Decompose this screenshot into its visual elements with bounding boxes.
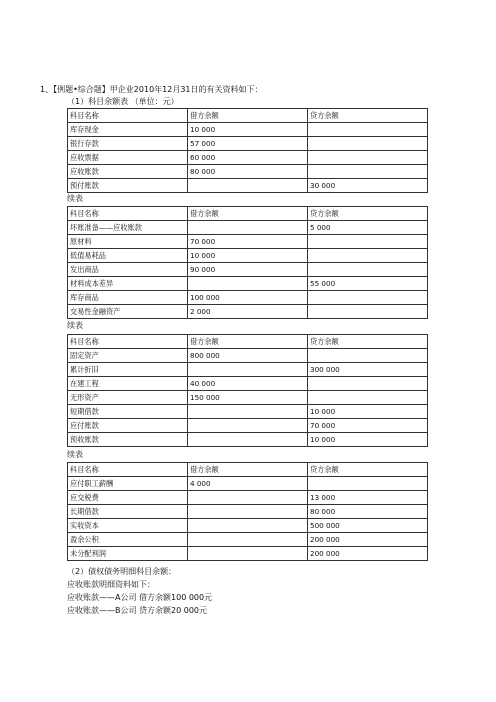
table-row bbox=[68, 547, 428, 561]
debit-cell bbox=[188, 533, 308, 547]
account-cell: 交易性金融资产 bbox=[68, 305, 188, 319]
question-heading: 1、【例题•综合题】甲企业2010年12月31日的有关资料如下： bbox=[40, 85, 263, 94]
table-row bbox=[68, 263, 428, 277]
table-row bbox=[68, 477, 428, 491]
credit-cell: 200 000 bbox=[308, 533, 428, 547]
table-row bbox=[68, 277, 428, 291]
account-cell: 低值易耗品 bbox=[68, 249, 188, 263]
table-row bbox=[68, 137, 428, 151]
table-row bbox=[68, 405, 428, 419]
credit-cell bbox=[308, 291, 428, 305]
debit-cell bbox=[188, 277, 308, 291]
table-header-row bbox=[68, 463, 428, 477]
debit-cell bbox=[188, 405, 308, 419]
table-row bbox=[68, 179, 428, 193]
credit-cell: 70 000 bbox=[308, 419, 428, 433]
credit-cell bbox=[308, 391, 428, 405]
account-cell: 库存商品 bbox=[68, 291, 188, 305]
debit-cell bbox=[188, 505, 308, 519]
debit-cell: 4 000 bbox=[188, 477, 308, 491]
account-cell: 固定资产 bbox=[68, 349, 188, 363]
continued-label: 续表 bbox=[67, 194, 83, 203]
table-row bbox=[68, 151, 428, 165]
account-cell: 短期借款 bbox=[68, 405, 188, 419]
account-cell: 实收资本 bbox=[68, 519, 188, 533]
table-header-row bbox=[68, 207, 428, 221]
table-row bbox=[68, 291, 428, 305]
detail-line: 应收账款——B公司 贷方余额20 000元 bbox=[67, 606, 208, 615]
debit-cell: 80 000 bbox=[188, 165, 308, 179]
account-cell: 预收账款 bbox=[68, 433, 188, 447]
section-2-heading: （2）债权债务明细科目余额： bbox=[67, 567, 177, 576]
credit-cell: 10 000 bbox=[308, 405, 428, 419]
account-cell: 银行存款 bbox=[68, 137, 188, 151]
credit-cell bbox=[308, 151, 428, 165]
credit-cell bbox=[308, 123, 428, 137]
debit-cell bbox=[188, 519, 308, 533]
table-row bbox=[68, 349, 428, 363]
detail-line: 应收账款——A公司 借方余额100 000元 bbox=[67, 593, 213, 602]
header-credit: 贷方余额 bbox=[308, 207, 428, 221]
table-row bbox=[68, 305, 428, 319]
credit-cell: 5 000 bbox=[308, 221, 428, 235]
debit-cell: 90 000 bbox=[188, 263, 308, 277]
debit-cell bbox=[188, 433, 308, 447]
account-cell: 原材料 bbox=[68, 235, 188, 249]
balance-table-2 bbox=[67, 206, 428, 319]
account-cell: 无形资产 bbox=[68, 391, 188, 405]
credit-cell: 80 000 bbox=[308, 505, 428, 519]
credit-cell bbox=[308, 477, 428, 491]
header-credit: 贷方余额 bbox=[308, 463, 428, 477]
debit-cell bbox=[188, 491, 308, 505]
account-cell: 未分配利润 bbox=[68, 547, 188, 561]
account-cell: 盈余公积 bbox=[68, 533, 188, 547]
debit-cell: 70 000 bbox=[188, 235, 308, 249]
header-credit: 贷方余额 bbox=[308, 335, 428, 349]
account-cell: 应收票据 bbox=[68, 151, 188, 165]
table-row bbox=[68, 235, 428, 249]
credit-cell bbox=[308, 165, 428, 179]
account-cell: 应交税费 bbox=[68, 491, 188, 505]
continued-label: 续表 bbox=[67, 450, 83, 459]
credit-cell: 30 000 bbox=[308, 179, 428, 193]
account-cell: 累计折旧 bbox=[68, 363, 188, 377]
credit-cell bbox=[308, 249, 428, 263]
credit-cell bbox=[308, 137, 428, 151]
header-account: 科目名称 bbox=[68, 109, 188, 123]
header-debit: 借方余额 bbox=[188, 109, 308, 123]
debit-cell bbox=[188, 419, 308, 433]
header-debit: 借方余额 bbox=[188, 463, 308, 477]
debit-cell: 10 000 bbox=[188, 249, 308, 263]
debit-cell bbox=[188, 363, 308, 377]
balance-table-4 bbox=[67, 462, 428, 561]
debit-cell bbox=[188, 221, 308, 235]
account-cell: 应收账款 bbox=[68, 165, 188, 179]
table-row bbox=[68, 123, 428, 137]
table-row bbox=[68, 533, 428, 547]
debit-cell: 2 000 bbox=[188, 305, 308, 319]
credit-cell bbox=[308, 349, 428, 363]
account-cell: 材料成本差异 bbox=[68, 277, 188, 291]
debit-cell bbox=[188, 179, 308, 193]
debit-cell: 800 000 bbox=[188, 349, 308, 363]
credit-cell: 200 000 bbox=[308, 547, 428, 561]
debit-cell: 57 000 bbox=[188, 137, 308, 151]
balance-table-1 bbox=[67, 108, 428, 193]
account-cell: 在建工程 bbox=[68, 377, 188, 391]
debit-cell: 40 000 bbox=[188, 377, 308, 391]
debit-cell: 60 000 bbox=[188, 151, 308, 165]
account-cell: 发出商品 bbox=[68, 263, 188, 277]
header-debit: 借方余额 bbox=[188, 207, 308, 221]
continued-label: 续表 bbox=[67, 321, 83, 330]
account-cell: 长期借款 bbox=[68, 505, 188, 519]
table-row bbox=[68, 433, 428, 447]
table-row bbox=[68, 165, 428, 179]
table-caption: （1）科目余额表 （单位：元） bbox=[67, 97, 179, 106]
credit-cell: 10 000 bbox=[308, 433, 428, 447]
header-account: 科目名称 bbox=[68, 207, 188, 221]
table-row bbox=[68, 221, 428, 235]
table-header-row bbox=[68, 335, 428, 349]
debit-cell: 10 000 bbox=[188, 123, 308, 137]
balance-table-3 bbox=[67, 334, 428, 447]
table-header-row bbox=[68, 109, 428, 123]
header-debit: 借方余额 bbox=[188, 335, 308, 349]
account-cell: 应付账款 bbox=[68, 419, 188, 433]
table-row bbox=[68, 519, 428, 533]
credit-cell bbox=[308, 377, 428, 391]
header-account: 科目名称 bbox=[68, 335, 188, 349]
account-cell: 应付职工薪酬 bbox=[68, 477, 188, 491]
account-cell: 坏账准备——应收账款 bbox=[68, 221, 188, 235]
table-row bbox=[68, 491, 428, 505]
debit-cell bbox=[188, 547, 308, 561]
debit-cell: 100 000 bbox=[188, 291, 308, 305]
account-cell: 预付账款 bbox=[68, 179, 188, 193]
credit-cell: 300 000 bbox=[308, 363, 428, 377]
credit-cell bbox=[308, 305, 428, 319]
table-row bbox=[68, 505, 428, 519]
header-account: 科目名称 bbox=[68, 463, 188, 477]
credit-cell: 500 000 bbox=[308, 519, 428, 533]
credit-cell: 55 000 bbox=[308, 277, 428, 291]
table-row bbox=[68, 363, 428, 377]
credit-cell bbox=[308, 235, 428, 249]
detail-intro: 应收账款明细资料如下： bbox=[67, 580, 155, 589]
credit-cell: 13 000 bbox=[308, 491, 428, 505]
account-cell: 库存现金 bbox=[68, 123, 188, 137]
debit-cell: 150 000 bbox=[188, 391, 308, 405]
table-row bbox=[68, 419, 428, 433]
header-credit: 贷方余额 bbox=[308, 109, 428, 123]
table-row bbox=[68, 249, 428, 263]
table-row bbox=[68, 377, 428, 391]
table-row bbox=[68, 391, 428, 405]
credit-cell bbox=[308, 263, 428, 277]
